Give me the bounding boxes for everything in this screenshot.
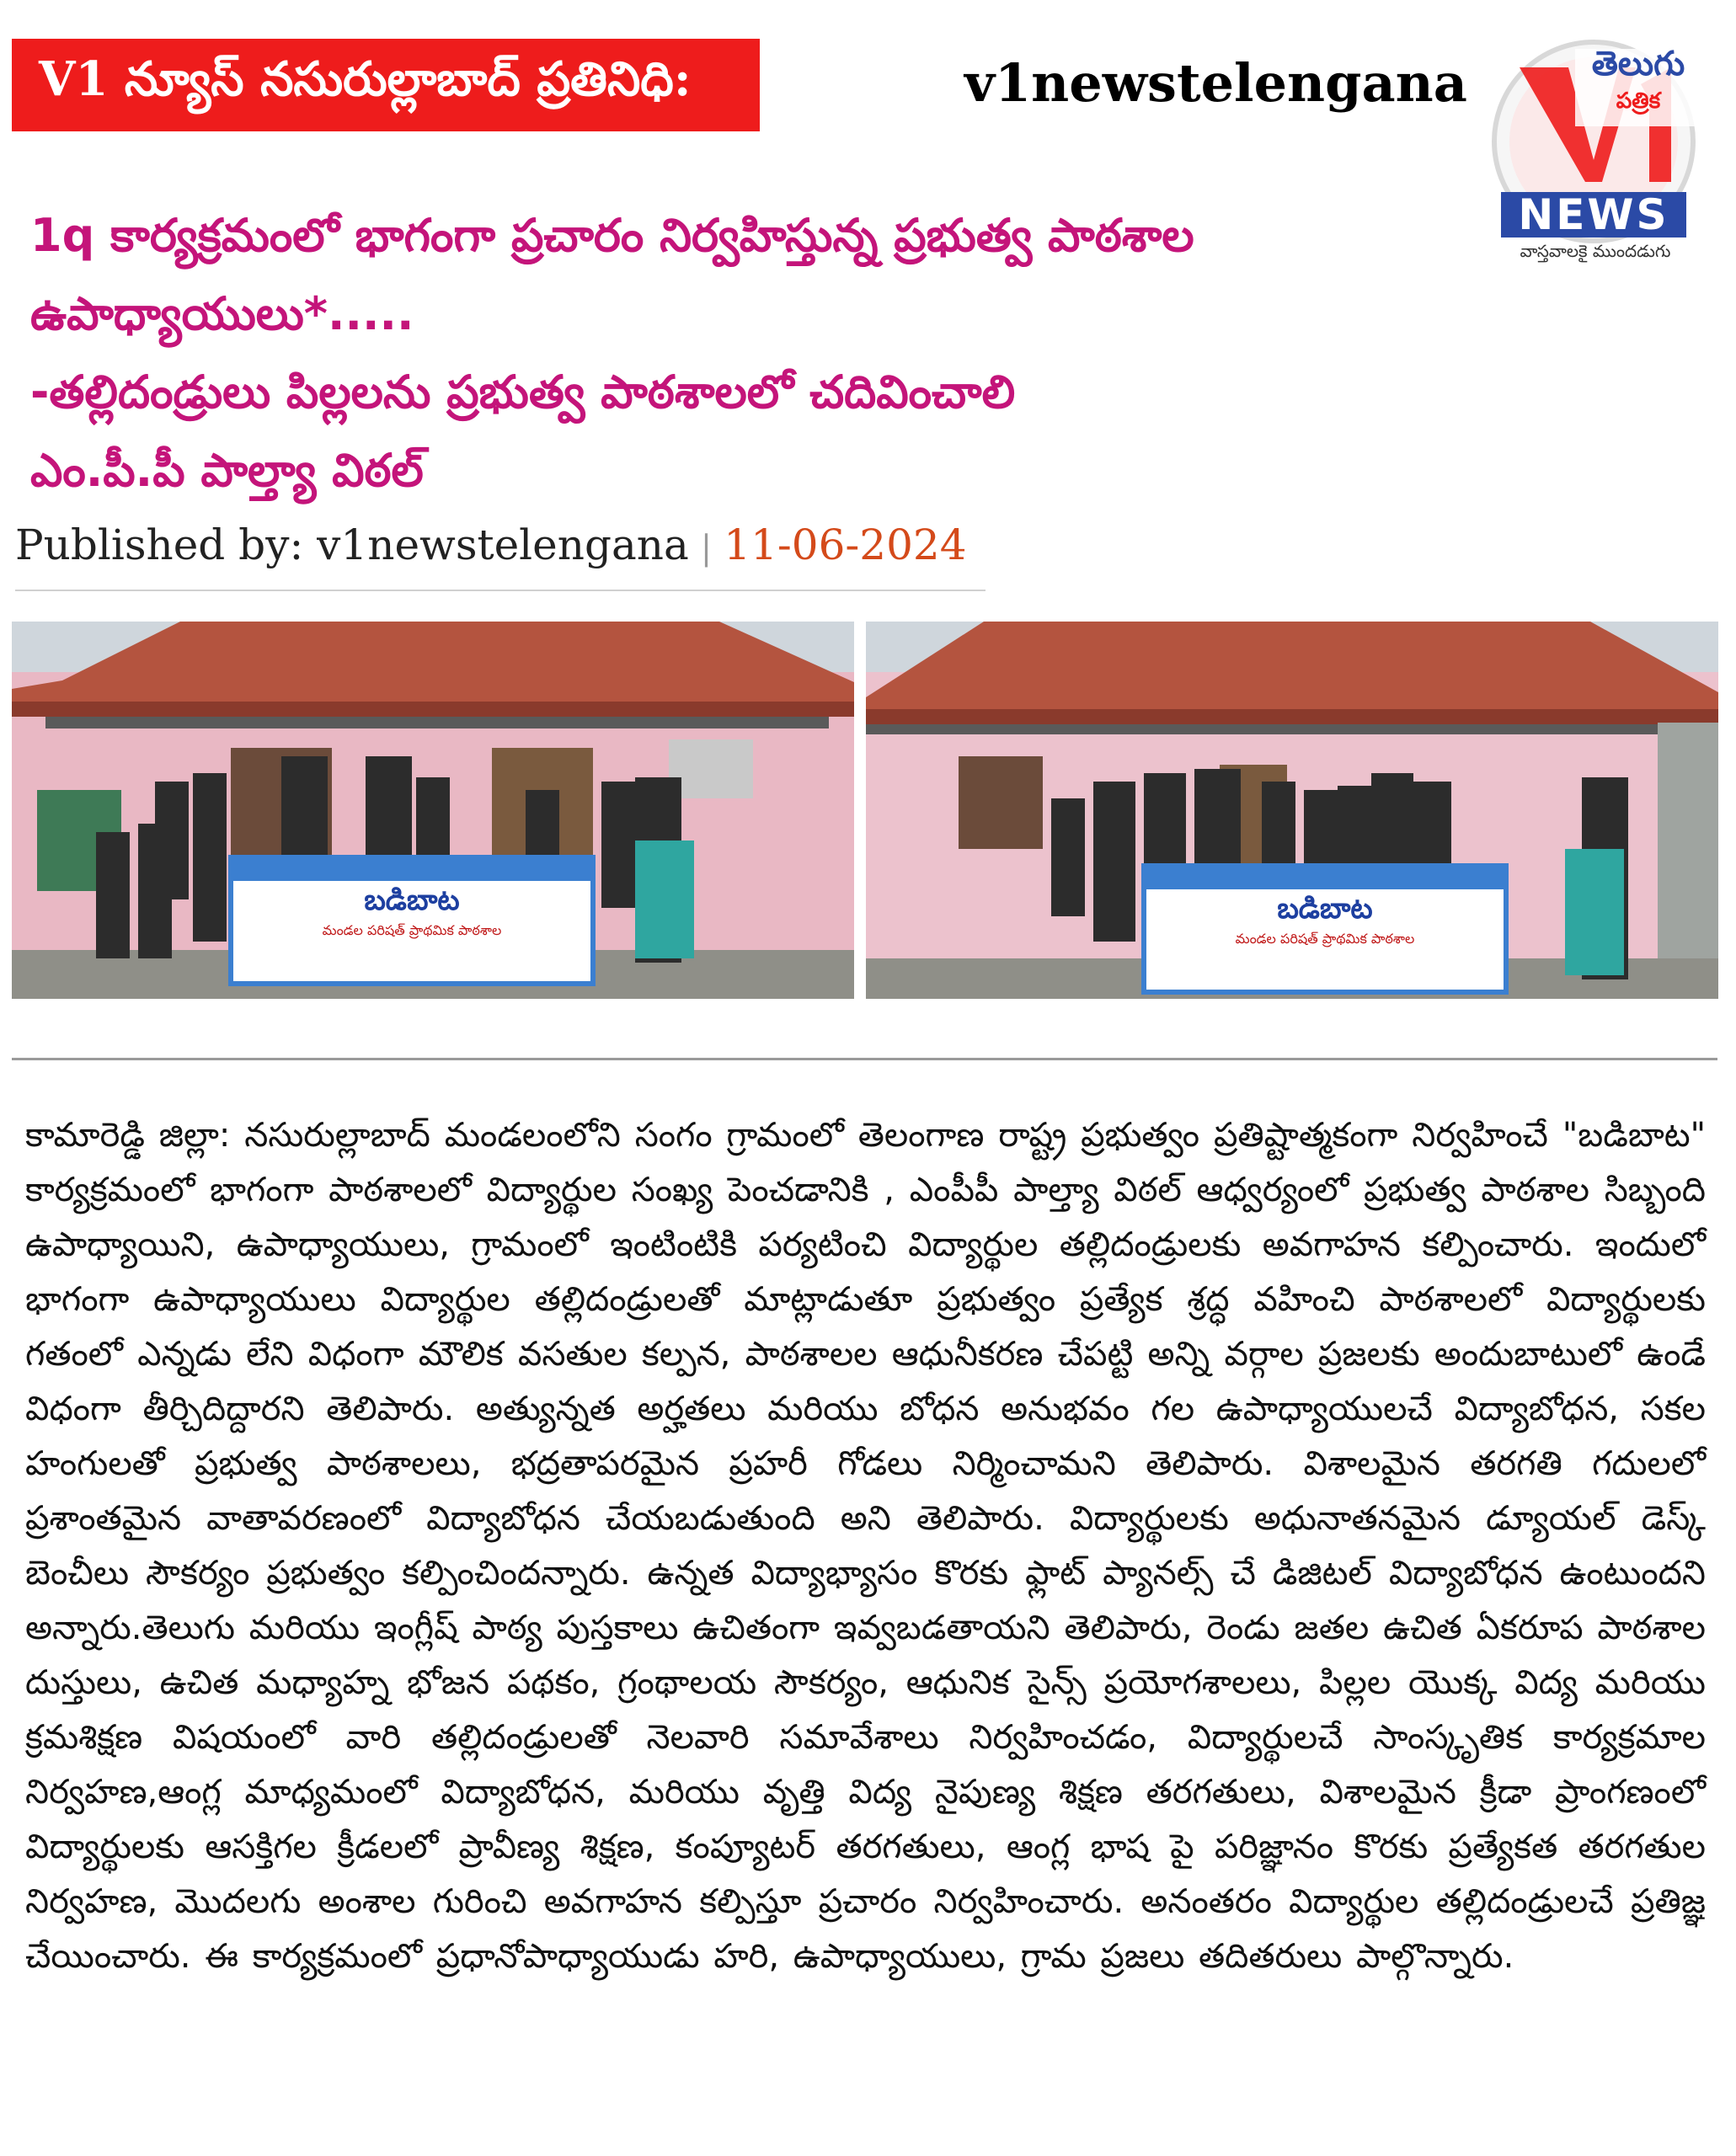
logo-telugu-text: తెలుగు పత్రిక [1591,45,1685,114]
logo-tagline: వాస్తవాలకై ముందడుగు [1520,241,1671,261]
section-divider [12,1058,1717,1060]
article-body: కామారెడ్డి జిల్లా: నసురుల్లాబాద్ మండలంలోని సంగం గ్రామంలో తెలంగాణ రాష్ట్ర ప్రభుత్వం ప్రతిష్టాత్మకంగా నిర్వహించే "బడిబాట" కార్యక్రమంలో భాగంగా పాఠశాలలో విద్యార్థుల సంఖ్య పెంచడానికి , ఎంపీపీ పాల్త్యా విఠల్ ఆధ్వర్యంలో ప్రభుత్వ పాఠశాల సిబ్బంది ఉపాధ్యాయిని, ఉపాధ్యాయులు, గ్రామంలో ఇంటింటికి పర్యటించి విద్యార్థుల తల్లిదండ్రులకు అవగాహన కల్పించారు. ఇందులో భాగంగా ఉపాధ్యాయులు విద్యార్థుల తల్లిదండ్రులతో మాట్లాడుతూ ప్రభుత్వం ప్రత్యేక శ్రద్ధ వహించి పాఠశాలలో విద్యార్థులకు గతంలో ఎన్నడు లేని విధంగా మౌలిక వసతుల కల్పన, పాఠశాలల ఆధునీకరణ చేపట్టి అన్ని వర్గాల ప్రజలకు అందుబాటులో ఉండే విధంగా తీర్చిదిద్దారని తెలిపారు. అత్యున్నత అర్హతలు మరియు బోధన అనుభవం గల ఉపాధ్యాయులచే విద్యాబోధన, సకల హంగులతో ప్రభుత్వ పాఠశాలలు, భద్రతాపరమైన ప్రహరీ గోడలు నిర్మించామని తెలిపారు. విశాలమైన తరగతి గదులలో ప్రశాంతమైన వాతావరణంలో విద్యాబోధన చేయబడుతుంది అని తెలిపారు. విద్యార్థులకు అధునాతనమైన డ్యూయల్ డెస్క్ బెంచీలు సౌకర్యం ప్రభుత్వం కల్పించిందన్నారు. ఉన్నత విద్యాభ్యాసం కొరకు ఫ్లాట్ ప్యానల్స్ చే డిజిటల్ విద్యాబోధన ఉంటుందని అన్నారు.తెలుగు మరియు ఇంగ్లీష్ పాఠ్య పుస్తకాలు ఉచితంగా ఇవ్వబడతాయని తెలిపారు, రెండు జతల ఉచిత ఏకరూప పాఠశాల దుస్తులు, ఉచిత మధ్యాహ్న భోజన పథకం, గ్రంథాలయ సౌకర్యం, ఆధునిక సైన్స్ ప్రయోగశాలలు, పిల్లల యొక్క విద్య మరియు క్రమశిక్షణ విషయంలో వారి తల్లిదండ్రులతో నెలవారి సమావేశాలు నిర్వహించడం, విద్యార్థులచే సాంస్కృతిక కార్యక్రమాల నిర్వహణ,ఆంగ్ల మాధ్యమంలో విద్యాబోధన, మరియు వృత్తి విద్య నైపుణ్య శిక్షణ తరగతులు, విశాలమైన క్రీడా ప్రాంగణంలో విద్యార్థులకు ఆసక్తిగల క్రీడలలో ప్రావీణ్య శిక్షణ, కంప్యూటర్ తరగతులు, ఆంగ్ల భాష పై పరిజ్ఞానం కొరకు ప్రత్యేకత తరగతుల నిర్వహణ, మొదలగు అంశాల గురించి అవగాహన కల్పిస్తూ ప్రచారం నిర్వహించారు. అనంతరం విద్యార్థుల తల్లిదండ్రులచే ప్రతిజ్ఞ చేయించారు. ఈ కార్యక్రమంలో ప్రధానోపాధ్యాయుడు హరి, ఉపాధ్యాయులు, గ్రామ ప్రజలు తదితరులు పాల్గొన్నారు. [25,1116,1706,1976]
photo-2-banner-title: బడిబాట [1277,892,1373,926]
v1-news-logo[interactable] [1476,34,1720,270]
headline-line-2: ఉపాధ్యాయులు*..... [30,286,414,340]
event-photo-1[interactable] [12,622,854,999]
photo-1-image [12,622,854,999]
site-name[interactable]: v1newstelengana [964,52,1467,114]
headline-line-4: ఎం.పీ.పీ పాల్త్యా విఠల్ [30,443,424,497]
logo-news-bar: NEWS [1501,192,1686,237]
reporter-tag-text: V1 న్యూస్ నసురుల్లాబాద్ ప్రతినిధి: [39,51,692,107]
photo-2-image [866,622,1718,999]
reporter-tag [12,39,760,131]
photo-2-banner-subtitle: మండల పరిషత్ ప్రాథమిక పాఠశాల [1235,931,1415,947]
photo-1-banner-subtitle: మండల పరిషత్ ప్రాథమిక పాఠశాల [322,922,502,938]
headline [30,197,1395,510]
byline [15,520,967,569]
headline-line-1: 1q కార్యక్రమంలో భాగంగా ప్రచారం నిర్వహిస్తున్న ప్రభుత్వ పాఠశాల [30,209,1194,262]
headline-line-3: -తల్లిదండ్రులు పిల్లలను ప్రభుత్వ పాఠశాలలో చదివించాలి [30,365,1016,419]
byline-separator: | [700,529,713,568]
publish-date: 11-06-2024 [724,520,967,569]
published-by: Published by: v1newstelengana [15,520,689,569]
event-photo-2[interactable] [866,622,1718,999]
photo-1-banner-title: బడిబాట [364,883,460,917]
byline-rule [15,590,986,591]
